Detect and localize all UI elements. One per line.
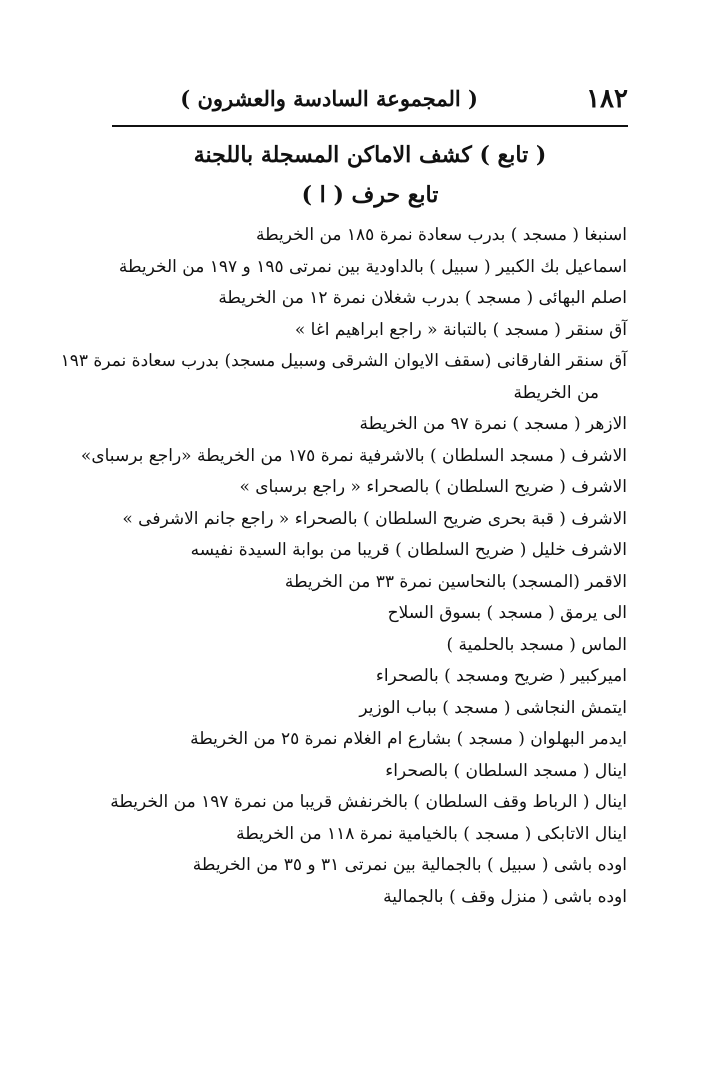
list-item: الاشرف ( ضريح السلطان ) بالصحراء « راجع برسباى »: [239, 477, 627, 497]
list-item: آق سنقر ( مسجد ) بالتبانة « راجع ابراهيم اغا »: [294, 319, 627, 340]
list-item: اينال ( الرباط وقف السلطان ) بالخرنفش قريبا من نمرة ١٩٧ من الخريطة: [110, 792, 627, 812]
list-item: اوده باشى ( سبيل ) بالجمالية بين نمرتى ٣١ و ٣٥ من الخريطة: [192, 855, 627, 875]
list-item: الازهر ( مسجد ) نمرة ٩٧ من الخريطة: [359, 414, 627, 434]
list-item: اوده باشى ( منزل وقف ) بالجمالية: [383, 886, 627, 907]
entry-list: [60, 220, 627, 913]
list-item: اسماعيل بك الكبير ( سبيل ) بالداودية بين نمرتى ١٩٥ و ١٩٧ من الخريطة: [118, 256, 627, 277]
page-number: ١٨٢: [586, 84, 628, 114]
list-item: الاقمر (المسجد) بالنحاسين نمرة ٣٣ من الخريطة: [284, 571, 627, 592]
list-item: اينال الاتابكى ( مسجد ) بالخيامية نمرة ١١٨ من الخريطة: [236, 823, 627, 844]
header-rule: [112, 125, 628, 127]
list-item: ايدمر البهلوان ( مسجد ) بشارع ام الغلام نمرة ٢٥ من الخريطة: [190, 729, 627, 749]
list-item: آق سنقر الفارقانى (سقف الايوان الشرقى وسبيل مسجد) بدرب سعادة نمرة ١٩٣: [60, 351, 627, 371]
list-item: اميركبير ( ضريح ومسجد ) بالصحراء: [375, 666, 627, 686]
list-item-continuation: من الخريطة: [513, 382, 599, 403]
list-item: الاشرف ( مسجد السلطان ) بالاشرفية نمرة ١٧٥ من الخريطة «راجع برسباى»: [80, 445, 627, 466]
section-title: ( تابع ) كشف الاماكن المسجلة باللجنة: [193, 142, 547, 168]
list-item: الى يرمق ( مسجد ) بسوق السلاح: [387, 603, 627, 623]
list-item: الاشرف خليل ( ضريح السلطان ) قريبا من بوابة السيدة نفيسه: [190, 540, 627, 560]
list-item: الاشرف ( قبة بحرى ضريح السلطان ) بالصحراء « راجع جانم الاشرفى »: [122, 508, 627, 529]
list-item: اصلم البهائى ( مسجد ) بدرب شغلان نمرة ١٢ من الخريطة: [218, 288, 627, 308]
list-item: اينال ( مسجد السلطان ) بالصحراء: [385, 760, 627, 781]
list-item: ايتمش النجاشى ( مسجد ) بباب الوزير: [359, 697, 627, 718]
subsection-title: تابع حرف ( ا ): [301, 182, 439, 208]
list-item: الماس ( مسجد بالحلمية ): [446, 634, 627, 655]
list-item: اسنبغا ( مسجد ) بدرب سعادة نمرة ١٨٥ من الخريطة: [256, 225, 627, 245]
running-title: ( المجموعة السادسة والعشرون ): [180, 86, 478, 111]
page-header: [112, 80, 628, 120]
